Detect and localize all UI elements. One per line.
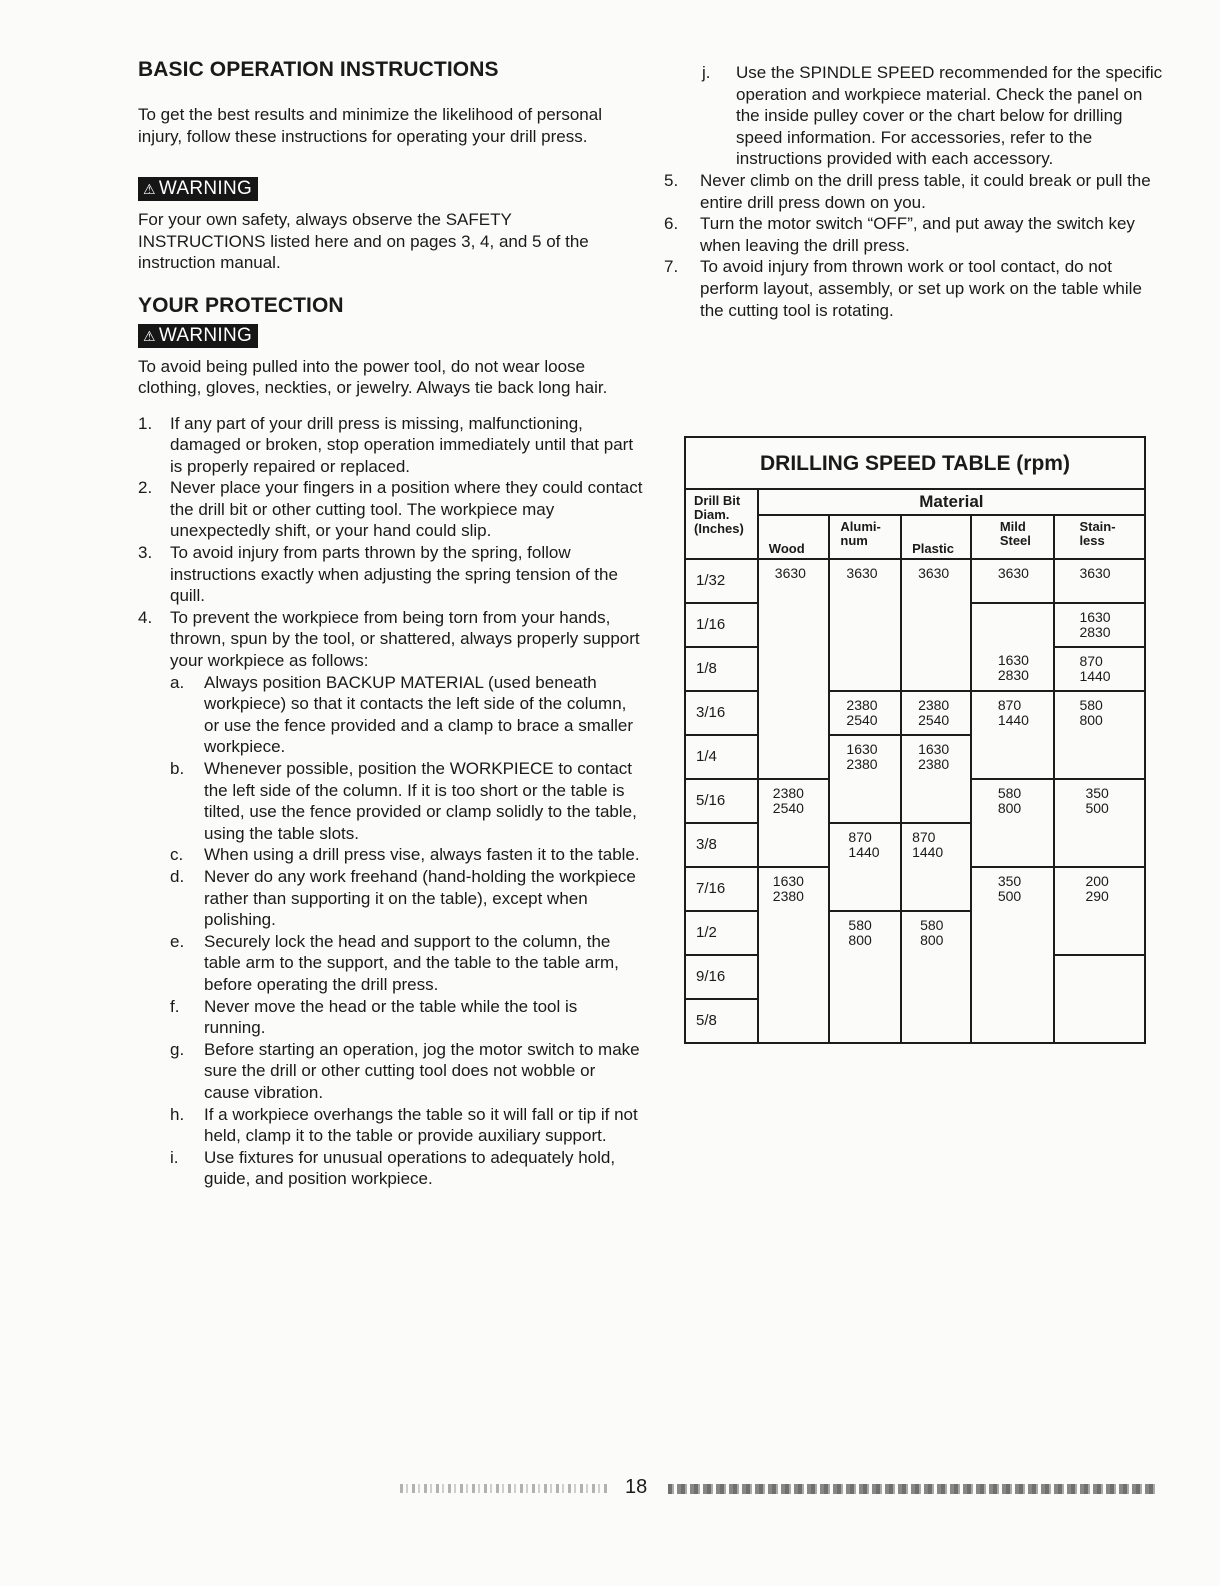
mild-steel-cell bbox=[971, 647, 1055, 691]
aluminum-cell bbox=[829, 779, 901, 823]
aluminum-header-line: num bbox=[840, 533, 868, 548]
wood-cell bbox=[758, 867, 830, 911]
aluminum-cell bbox=[829, 603, 901, 647]
warning-triangle-icon: ⚠ bbox=[143, 327, 156, 344]
cell-value: 1630 bbox=[772, 873, 804, 889]
diam-header-line: Diam. bbox=[694, 507, 730, 522]
diam-cell: 1/16 bbox=[685, 603, 758, 647]
sub-text: Never move the head or the table while the tool is running. bbox=[204, 996, 578, 1038]
sub-item bbox=[170, 672, 643, 758]
warning-label-2: WARNING bbox=[158, 324, 253, 346]
wood-cell bbox=[758, 603, 830, 647]
aluminum-cell bbox=[829, 823, 901, 867]
cell-value: 350 bbox=[997, 873, 1022, 889]
scan-noise-left bbox=[400, 1484, 608, 1493]
material-header: Material bbox=[758, 489, 1145, 515]
item-text: To avoid injury from thrown work or tool contact, do not perform layout, assembly, or set up work on the table while the cutting tool is rotating. bbox=[700, 257, 1142, 320]
speed-table-grid bbox=[684, 436, 1146, 1044]
mild-steel-header-line: Steel bbox=[999, 533, 1031, 548]
stainless-cell bbox=[1054, 823, 1145, 867]
plastic-cell bbox=[901, 559, 971, 603]
aluminum-cell bbox=[829, 647, 901, 691]
wood-cell bbox=[758, 999, 830, 1043]
mild-steel-cell bbox=[971, 691, 1055, 735]
sub-letter: c. bbox=[170, 845, 184, 865]
sub-letter: a. bbox=[170, 672, 185, 692]
sub-text: Use fixtures for unusual operations to adequately hold, guide, and position workpiece. bbox=[204, 1147, 616, 1189]
diam-header-line: (Inches) bbox=[694, 521, 744, 536]
cell-value: 870 bbox=[997, 697, 1022, 713]
mild-steel-cell bbox=[971, 823, 1055, 867]
item-text: Use the SPINDLE SPEED recommended for the specific operation and workpiece material. Check the panel on the inside pulley cover or the chart below for drilling speed information. For accessories, refer to the instructions provided with each accessory. bbox=[736, 63, 1163, 169]
wood-cell bbox=[758, 955, 830, 999]
plastic-cell bbox=[901, 691, 971, 735]
sub-text: Securely lock the head and support to the column, the table arm to the support, and the table to the table arm, before operating the drill press. bbox=[204, 931, 619, 994]
diam-cell: 5/16 bbox=[685, 779, 758, 823]
item-number: 5. bbox=[664, 170, 679, 190]
basic-operation-heading: BASIC OPERATION INSTRUCTIONS bbox=[138, 58, 499, 81]
diam-header bbox=[685, 489, 758, 559]
cell-value: 2540 bbox=[846, 712, 878, 728]
list-item bbox=[138, 477, 643, 542]
cell-value: 800 bbox=[997, 800, 1022, 816]
wood-cell bbox=[758, 911, 830, 955]
page-footer bbox=[0, 1470, 1220, 1510]
cell-value: 2380 bbox=[918, 697, 950, 713]
stainless-cell bbox=[1054, 603, 1145, 647]
aluminum-cell bbox=[829, 867, 901, 911]
cell-value: 1440 bbox=[997, 712, 1029, 728]
diam-cell: 1/32 bbox=[685, 559, 758, 603]
sub-text: Never do any work freehand (hand-holding the workpiece rather than supporting it on the table), except when polishing. bbox=[204, 866, 636, 930]
sub-item bbox=[170, 844, 643, 866]
cell-value: 500 bbox=[1085, 800, 1109, 816]
warning-triangle-icon: ⚠ bbox=[143, 181, 156, 197]
sub-letter: d. bbox=[170, 866, 185, 886]
stainless-cell bbox=[1054, 691, 1145, 735]
wood-header-text: Wood bbox=[768, 541, 805, 556]
cell-value: 500 bbox=[997, 888, 1022, 904]
your-protection-heading: YOUR PROTECTION bbox=[138, 293, 344, 317]
aluminum-cell bbox=[829, 735, 901, 779]
sub-letter: i. bbox=[170, 1147, 179, 1167]
cell-value: 580 bbox=[1079, 697, 1103, 713]
mild-steel-cell bbox=[971, 603, 1055, 647]
wood-cell bbox=[758, 735, 830, 779]
cell-value: 580 bbox=[920, 917, 944, 933]
cell-value: 2540 bbox=[918, 712, 950, 728]
item-number: 7. bbox=[664, 257, 679, 277]
aluminum-cell bbox=[829, 691, 901, 735]
sub-text: When using a drill press vise, always fasten it to the table. bbox=[204, 845, 640, 865]
sub-text: Before starting an operation, jog the motor switch to make sure the drill or other cutting tool does not wobble or cause vibration. bbox=[204, 1039, 640, 1102]
item-number: 3. bbox=[138, 543, 153, 563]
plastic-cell bbox=[901, 867, 971, 911]
plastic-cell bbox=[901, 823, 971, 867]
sub-text: If a workpiece overhangs the table so it will fall or tip if not held, clamp it to the table or provide auxiliary support. bbox=[204, 1104, 638, 1146]
list-item-j bbox=[664, 62, 1169, 170]
stainless-header-line: less bbox=[1079, 533, 1105, 548]
sub-text: Always position BACKUP MATERIAL (used beneath workpiece) so that it contacts the left side of the column, or use the fence provided and a clamp to brace a smaller workpiece. bbox=[204, 672, 634, 757]
sub-item bbox=[170, 996, 643, 1039]
cell-value: 580 bbox=[997, 785, 1022, 801]
stainless-cell bbox=[1054, 911, 1145, 955]
cell-value: 3630 bbox=[1079, 565, 1111, 581]
cell-value: 2540 bbox=[772, 800, 804, 816]
diam-cell: 7/16 bbox=[685, 867, 758, 911]
wood-header bbox=[758, 515, 830, 559]
scan-noise-right bbox=[668, 1484, 1156, 1494]
cell-value: 2380 bbox=[846, 756, 878, 772]
diam-header-line: Drill Bit bbox=[694, 493, 741, 508]
plastic-cell bbox=[901, 955, 971, 999]
sub-letter: f. bbox=[170, 996, 180, 1016]
list-item bbox=[664, 213, 1169, 256]
cell-value: 1440 bbox=[1079, 668, 1111, 684]
sub-letter: e. bbox=[170, 931, 185, 951]
plastic-cell bbox=[901, 911, 971, 955]
page-number: 18 bbox=[625, 1476, 648, 1498]
mild-steel-header bbox=[971, 515, 1055, 559]
plastic-cell bbox=[901, 603, 971, 647]
stainless-header bbox=[1054, 515, 1145, 559]
item-text: To prevent the workpiece from being torn from your hands, thrown, spun by the tool, or shattered, always properly support your workpiece as follows: bbox=[170, 607, 640, 671]
sub-item bbox=[170, 866, 643, 931]
plastic-header-text: Plastic bbox=[912, 541, 954, 556]
cell-value: 350 bbox=[1085, 785, 1109, 801]
item-number: 4. bbox=[138, 607, 153, 627]
aluminum-cell bbox=[829, 559, 901, 603]
cell-value: 2380 bbox=[772, 785, 804, 801]
stainless-header-line: Stain- bbox=[1079, 519, 1116, 534]
sub-item bbox=[170, 931, 643, 996]
cell-value: 3630 bbox=[774, 565, 806, 581]
aluminum-header-line: Alumi- bbox=[840, 519, 881, 534]
drilling-speed-table bbox=[684, 436, 1146, 1044]
cell-value: 1440 bbox=[912, 844, 944, 860]
list-item bbox=[664, 256, 1169, 321]
sub-item bbox=[170, 1039, 643, 1104]
wood-cell bbox=[758, 691, 830, 735]
cell-value: 3630 bbox=[846, 565, 878, 581]
cell-value: 2380 bbox=[918, 756, 950, 772]
plastic-cell bbox=[901, 735, 971, 779]
stainless-cell bbox=[1054, 779, 1145, 823]
cell-value: 1630 bbox=[997, 652, 1029, 668]
sub-item bbox=[170, 1147, 643, 1190]
cell-value: 2380 bbox=[772, 888, 804, 904]
aluminum-cell bbox=[829, 955, 901, 999]
plastic-cell bbox=[901, 999, 971, 1043]
right-column bbox=[664, 62, 1169, 321]
item-number: 6. bbox=[664, 214, 679, 234]
cell-value: 800 bbox=[1079, 712, 1103, 728]
wood-cell bbox=[758, 779, 830, 823]
warning-label-1: WARNING bbox=[158, 178, 253, 199]
mild-steel-cell bbox=[971, 867, 1055, 911]
instruction-list bbox=[138, 413, 643, 1190]
mild-steel-cell bbox=[971, 999, 1055, 1043]
wood-cell bbox=[758, 823, 830, 867]
cell-value: 1630 bbox=[918, 741, 950, 757]
warning-text-1: For your own safety, always observe the SAFETY INSTRUCTIONS listed here and on pages 3, 4, and 5 of the instruction manual. bbox=[138, 210, 589, 272]
warning-badge-2 bbox=[138, 324, 258, 348]
plastic-header bbox=[901, 515, 971, 559]
item-number: 2. bbox=[138, 478, 153, 498]
list-item bbox=[138, 607, 643, 672]
sub-letter: g. bbox=[170, 1039, 185, 1059]
sub-text: Whenever possible, position the WORKPIECE to contact the left side of the column. If it is too short or the table is tilted, use the fence provided or clamp solidly to the table, using the table slots. bbox=[204, 759, 637, 843]
cell-value: 1630 bbox=[846, 741, 878, 757]
list-item bbox=[138, 413, 643, 478]
aluminum-header bbox=[829, 515, 901, 559]
cell-value: 800 bbox=[920, 932, 944, 948]
stainless-cell bbox=[1054, 955, 1145, 999]
cell-value: 870 bbox=[912, 829, 936, 845]
cell-value: 2830 bbox=[1079, 624, 1111, 640]
mild-steel-cell bbox=[971, 955, 1055, 999]
sub-item bbox=[170, 1104, 643, 1147]
wood-cell bbox=[758, 559, 830, 603]
mild-steel-cell bbox=[971, 779, 1055, 823]
table-title: DRILLING SPEED TABLE (rpm) bbox=[685, 437, 1145, 489]
mild-steel-header-line: Mild bbox=[999, 519, 1026, 534]
diam-cell: 3/8 bbox=[685, 823, 758, 867]
stainless-cell bbox=[1054, 867, 1145, 911]
sub-item bbox=[170, 758, 643, 844]
diam-cell: 1/2 bbox=[685, 911, 758, 955]
cell-value: 3630 bbox=[918, 565, 950, 581]
stainless-cell bbox=[1054, 999, 1145, 1043]
diam-cell: 1/4 bbox=[685, 735, 758, 779]
cell-value: 870 bbox=[1079, 653, 1103, 669]
mild-steel-cell bbox=[971, 559, 1055, 603]
mild-steel-cell bbox=[971, 911, 1055, 955]
plastic-cell bbox=[901, 779, 971, 823]
sub-letter: b. bbox=[170, 759, 185, 778]
diam-cell: 1/8 bbox=[685, 647, 758, 691]
item-text: Never place your fingers in a position where they could contact the drill bit or other cutting tool. The workpiece may unexpectedly shift, or your hand could slip. bbox=[170, 478, 643, 541]
cell-value: 800 bbox=[848, 932, 872, 948]
cell-value: 2380 bbox=[846, 697, 878, 713]
aluminum-cell bbox=[829, 911, 901, 955]
item-text: Never climb on the drill press table, it could break or pull the entire drill press down on you. bbox=[700, 170, 1151, 212]
plastic-cell bbox=[901, 647, 971, 691]
item-number: 1. bbox=[138, 413, 153, 433]
warning-badge-1 bbox=[138, 177, 258, 201]
item-letter: j. bbox=[702, 63, 711, 82]
warning-text-2: To avoid being pulled into the power tool, do not wear loose clothing, gloves, neckties, or jewelry. Always tie back long hair. bbox=[138, 356, 608, 397]
item-text: If any part of your drill press is missing, malfunctioning, damaged or broken, stop operation immediately until that part is properly repaired or replaced. bbox=[170, 413, 634, 476]
cell-value: 2830 bbox=[997, 667, 1029, 683]
sub-list bbox=[138, 672, 643, 1190]
mild-steel-cell bbox=[971, 735, 1055, 779]
wood-cell bbox=[758, 647, 830, 691]
list-item bbox=[664, 170, 1169, 213]
diam-cell: 9/16 bbox=[685, 955, 758, 999]
cell-value: 290 bbox=[1085, 888, 1109, 904]
diam-cell: 3/16 bbox=[685, 691, 758, 735]
stainless-cell bbox=[1054, 559, 1145, 603]
stainless-cell bbox=[1054, 647, 1145, 691]
cell-value: 3630 bbox=[997, 565, 1029, 581]
left-column bbox=[138, 58, 643, 1190]
cell-value: 1630 bbox=[1079, 609, 1111, 625]
sub-letter: h. bbox=[170, 1104, 185, 1124]
item-text: To avoid injury from parts thrown by the spring, follow instructions exactly when adjusting the spring tension of the quill. bbox=[170, 543, 618, 606]
item-text: Turn the motor switch “OFF”, and put away the switch key when leaving the drill press. bbox=[700, 214, 1135, 255]
cell-value: 1440 bbox=[848, 844, 880, 860]
aluminum-cell bbox=[829, 999, 901, 1043]
cell-value: 580 bbox=[848, 917, 872, 933]
diam-cell: 5/8 bbox=[685, 999, 758, 1043]
list-item bbox=[138, 542, 643, 607]
stainless-cell bbox=[1054, 735, 1145, 779]
cell-value: 200 bbox=[1085, 873, 1109, 889]
intro-paragraph: To get the best results and minimize the likelihood of personal injury, follow these instructions for operating your drill press. bbox=[138, 105, 602, 146]
cell-value: 870 bbox=[848, 829, 872, 845]
